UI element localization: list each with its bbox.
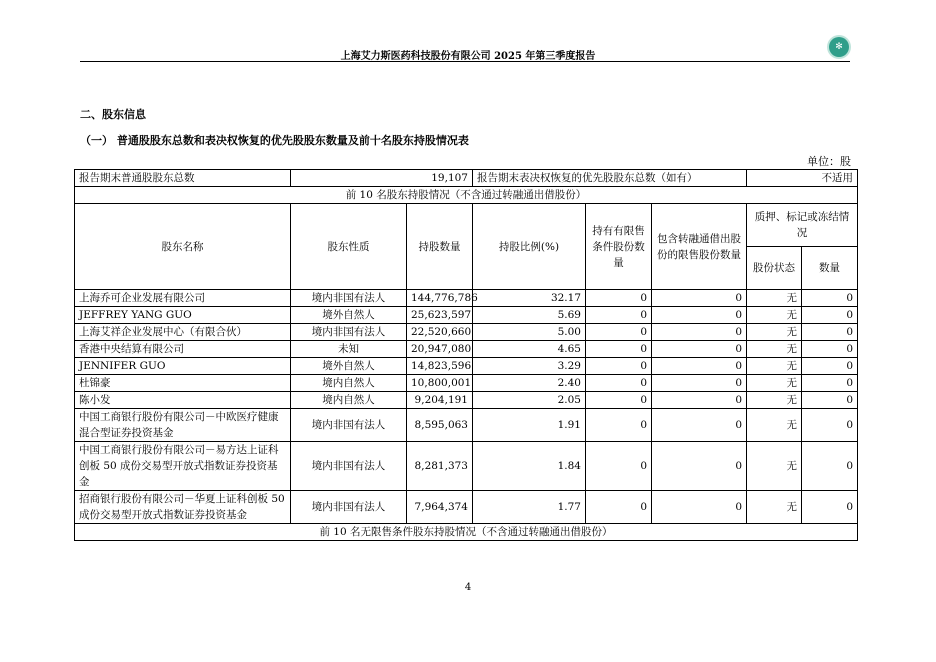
shares-held: 9,204,191 bbox=[407, 392, 473, 409]
pledge-qty: 0 bbox=[802, 392, 858, 409]
shareholder-nature: 境内非国有法人 bbox=[291, 290, 407, 307]
summary-common-label: 报告期末普通股股东总数 bbox=[75, 170, 291, 187]
shareholder-table bbox=[74, 169, 858, 541]
holding-ratio: 5.00 bbox=[473, 324, 586, 341]
lending-restricted-shares: 0 bbox=[652, 290, 747, 307]
pledge-status: 无 bbox=[747, 442, 802, 491]
pledge-status: 无 bbox=[747, 375, 802, 392]
summary-row bbox=[75, 170, 858, 187]
lending-restricted-shares: 0 bbox=[652, 491, 747, 524]
shareholder-nature: 境内非国有法人 bbox=[291, 491, 407, 524]
shares-held: 144,776,786 bbox=[407, 290, 473, 307]
col-header-pledge-group: 质押、标记或冻结情况 bbox=[747, 204, 858, 247]
table-row bbox=[75, 324, 858, 341]
shares-held: 14,823,596 bbox=[407, 358, 473, 375]
pledge-status: 无 bbox=[747, 409, 802, 442]
shareholder-nature: 境内自然人 bbox=[291, 392, 407, 409]
top10-caption: 前 10 名股东持股情况（不含通过转融通出借股份） bbox=[75, 187, 858, 204]
table-row bbox=[75, 375, 858, 392]
summary-preferred-value: 不适用 bbox=[747, 170, 858, 187]
pledge-qty: 0 bbox=[802, 491, 858, 524]
col-header-ratio: 持股比例(%) bbox=[473, 204, 586, 290]
holding-ratio: 5.69 bbox=[473, 307, 586, 324]
table-row bbox=[75, 358, 858, 375]
lending-restricted-shares: 0 bbox=[652, 442, 747, 491]
unrestricted-caption: 前 10 名无限售条件股东持股情况（不含通过转融通出借股份） bbox=[75, 524, 858, 541]
holding-ratio: 3.29 bbox=[473, 358, 586, 375]
pledge-qty: 0 bbox=[802, 442, 858, 491]
unit-label: 单位：股 bbox=[807, 155, 851, 168]
shares-held: 8,281,373 bbox=[407, 442, 473, 491]
restricted-shares: 0 bbox=[586, 409, 652, 442]
restricted-shares: 0 bbox=[586, 392, 652, 409]
shareholder-nature: 境内自然人 bbox=[291, 375, 407, 392]
shareholder-name: 中国工商银行股份有限公司－易方达上证科创板 50 成份交易型开放式指数证券投资基金 bbox=[75, 442, 291, 491]
lending-restricted-shares: 0 bbox=[652, 409, 747, 442]
pledge-qty: 0 bbox=[802, 341, 858, 358]
table-row bbox=[75, 307, 858, 324]
pledge-status: 无 bbox=[747, 392, 802, 409]
shareholder-name: 杜锦豪 bbox=[75, 375, 291, 392]
shares-held: 8,595,063 bbox=[407, 409, 473, 442]
shareholder-name: JEFFREY YANG GUO bbox=[75, 307, 291, 324]
table-row bbox=[75, 341, 858, 358]
col-header-lending-restricted: 包含转融通借出股份的限售股份数量 bbox=[652, 204, 747, 290]
col-header-pledge-qty: 数量 bbox=[802, 247, 858, 290]
shareholder-nature: 境外自然人 bbox=[291, 358, 407, 375]
shareholder-name: 招商银行股份有限公司－华夏上证科创板 50 成份交易型开放式指数证券投资基金 bbox=[75, 491, 291, 524]
shareholder-name: 中国工商银行股份有限公司－中欧医疗健康混合型证券投资基金 bbox=[75, 409, 291, 442]
shares-held: 20,947,080 bbox=[407, 341, 473, 358]
table-row bbox=[75, 290, 858, 307]
col-header-name: 股东名称 bbox=[75, 204, 291, 290]
shareholder-nature: 境内非国有法人 bbox=[291, 442, 407, 491]
restricted-shares: 0 bbox=[586, 375, 652, 392]
summary-common-value: 19,107 bbox=[291, 170, 473, 187]
lending-restricted-shares: 0 bbox=[652, 307, 747, 324]
restricted-shares: 0 bbox=[586, 324, 652, 341]
col-header-pledge-status: 股份状态 bbox=[747, 247, 802, 290]
page-number: 4 bbox=[464, 582, 472, 593]
sub-title: （一） 普通股股东总数和表决权恢复的优先股股东数量及前十名股东持股情况表 bbox=[80, 134, 469, 147]
restricted-shares: 0 bbox=[586, 341, 652, 358]
lending-restricted-shares: 0 bbox=[652, 341, 747, 358]
section-title: 二、股东信息 bbox=[80, 108, 146, 121]
pledge-qty: 0 bbox=[802, 358, 858, 375]
top10-caption-row bbox=[75, 187, 858, 204]
lending-restricted-shares: 0 bbox=[652, 392, 747, 409]
col-header-nature: 股东性质 bbox=[291, 204, 407, 290]
restricted-shares: 0 bbox=[586, 307, 652, 324]
lending-restricted-shares: 0 bbox=[652, 324, 747, 341]
holding-ratio: 2.40 bbox=[473, 375, 586, 392]
shareholder-name: 上海艾祥企业发展中心（有限合伙） bbox=[75, 324, 291, 341]
shares-held: 7,964,374 bbox=[407, 491, 473, 524]
holding-ratio: 1.77 bbox=[473, 491, 586, 524]
holding-ratio: 1.84 bbox=[473, 442, 586, 491]
shares-held: 25,623,597 bbox=[407, 307, 473, 324]
pledge-status: 无 bbox=[747, 491, 802, 524]
header-rule bbox=[80, 61, 850, 62]
lending-restricted-shares: 0 bbox=[652, 358, 747, 375]
company-logo-icon: ✻ bbox=[829, 37, 849, 57]
holding-ratio: 2.05 bbox=[473, 392, 586, 409]
column-header-row bbox=[75, 204, 858, 247]
pledge-qty: 0 bbox=[802, 324, 858, 341]
pledge-qty: 0 bbox=[802, 409, 858, 442]
pledge-status: 无 bbox=[747, 324, 802, 341]
col-header-restricted: 持有有限售条件股份数量 bbox=[586, 204, 652, 290]
restricted-shares: 0 bbox=[586, 491, 652, 524]
shareholder-name: 上海乔可企业发展有限公司 bbox=[75, 290, 291, 307]
col-header-shares: 持股数量 bbox=[407, 204, 473, 290]
shareholder-name: 陈小发 bbox=[75, 392, 291, 409]
restricted-shares: 0 bbox=[586, 358, 652, 375]
holding-ratio: 4.65 bbox=[473, 341, 586, 358]
restricted-shares: 0 bbox=[586, 442, 652, 491]
pledge-status: 无 bbox=[747, 341, 802, 358]
holding-ratio: 32.17 bbox=[473, 290, 586, 307]
shareholder-nature: 境内非国有法人 bbox=[291, 324, 407, 341]
pledge-qty: 0 bbox=[802, 307, 858, 324]
pledge-status: 无 bbox=[747, 358, 802, 375]
shareholder-nature: 未知 bbox=[291, 341, 407, 358]
restricted-shares: 0 bbox=[586, 290, 652, 307]
pledge-qty: 0 bbox=[802, 290, 858, 307]
pledge-status: 无 bbox=[747, 290, 802, 307]
shareholder-name: JENNIFER GUO bbox=[75, 358, 291, 375]
table-row bbox=[75, 392, 858, 409]
shares-held: 10,800,001 bbox=[407, 375, 473, 392]
pledge-qty: 0 bbox=[802, 375, 858, 392]
report-header-title: 上海艾力斯医药科技股份有限公司 2025 年第三季度报告 bbox=[340, 51, 596, 62]
lending-restricted-shares: 0 bbox=[652, 375, 747, 392]
shareholder-nature: 境内非国有法人 bbox=[291, 409, 407, 442]
table-row bbox=[75, 491, 858, 524]
shareholder-name: 香港中央结算有限公司 bbox=[75, 341, 291, 358]
shares-held: 22,520,660 bbox=[407, 324, 473, 341]
shareholder-nature: 境外自然人 bbox=[291, 307, 407, 324]
table-row bbox=[75, 442, 858, 491]
unrestricted-caption-row bbox=[75, 524, 858, 541]
table-row bbox=[75, 409, 858, 442]
pledge-status: 无 bbox=[747, 307, 802, 324]
holding-ratio: 1.91 bbox=[473, 409, 586, 442]
summary-preferred-label: 报告期末表决权恢复的优先股股东总数（如有） bbox=[473, 170, 747, 187]
